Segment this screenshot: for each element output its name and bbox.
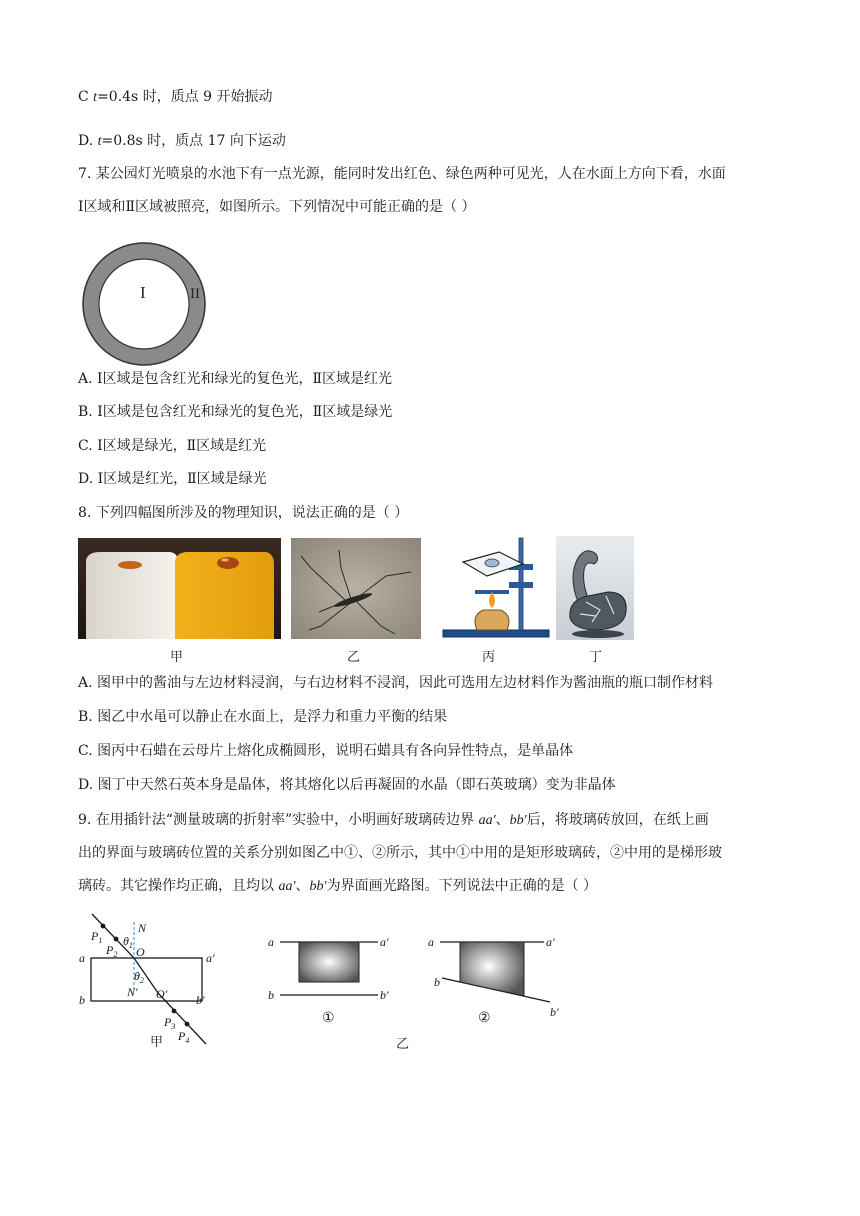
q8-photo-ding bbox=[556, 536, 634, 640]
label-theta1: $\theta_1$ bbox=[123, 934, 133, 950]
label-b-prime: b′ bbox=[196, 993, 205, 1007]
label-a-prime: a′ bbox=[380, 935, 389, 949]
label-a-prime: a′ bbox=[206, 951, 215, 965]
q8-photo-jia bbox=[78, 538, 281, 639]
q8-option-b: B. 图乙中水黾可以静止在水面上，是浮力和重力平衡的结果 bbox=[78, 709, 448, 725]
glass-rectangle bbox=[91, 958, 202, 1001]
q6-option-c: C t=0.4s 时，质点 9 开始振动 bbox=[78, 89, 273, 105]
clamp-lower bbox=[509, 582, 533, 588]
label-o: O bbox=[136, 945, 145, 959]
q7-option-a: A. Ⅰ区域是包含红光和绿光的复色光，Ⅱ区域是红光 bbox=[78, 371, 393, 387]
pin-p4 bbox=[185, 1022, 190, 1027]
pin-p2 bbox=[114, 937, 119, 942]
label-num-2: ② bbox=[478, 1011, 491, 1026]
pin-p1 bbox=[101, 924, 106, 929]
region-i-label: I bbox=[140, 283, 146, 302]
label-b: b bbox=[434, 975, 440, 989]
q8-figure-bing bbox=[437, 534, 555, 640]
label-n-prime: N′ bbox=[127, 985, 138, 999]
label-theta2: $\theta_2$ bbox=[134, 969, 144, 985]
label-b: b bbox=[79, 993, 85, 1007]
label-a: a bbox=[79, 951, 85, 965]
crystal-base bbox=[572, 630, 624, 638]
caption-bing: 丙 bbox=[482, 650, 496, 665]
label-a-prime: a′ bbox=[546, 935, 555, 949]
label-p4: $P_4$ bbox=[178, 1029, 190, 1045]
q9-figure-jia bbox=[72, 908, 222, 1050]
caption-ding: 丁 bbox=[589, 650, 603, 665]
water-surface bbox=[291, 538, 421, 639]
label-num-1: ① bbox=[322, 1011, 335, 1026]
q9-stem-line1: 9. 在用插针法“测量玻璃的折射率”实验中，小明画好玻璃砖边界 aa′、bb′后，将玻璃砖放回，在纸上画 bbox=[78, 812, 709, 828]
q9-figure-yi-2 bbox=[426, 928, 566, 1028]
label-b-prime: b′ bbox=[380, 988, 389, 1002]
soy-drop-bead bbox=[217, 557, 239, 569]
q8-photo-yi bbox=[291, 538, 421, 639]
flame bbox=[489, 592, 495, 608]
q9-stem-line2: 出的界面与玻璃砖位置的关系分别如图乙中①、②所示，其中①中用的是矩形玻璃砖，②中用的是梯形玻 bbox=[78, 845, 722, 861]
pin-p3 bbox=[172, 1009, 177, 1014]
q8-option-c: C. 图丙中石蜡在云母片上熔化成椭圆形，说明石蜡具有各向异性特点，是单晶体 bbox=[78, 743, 574, 759]
label-p1: $P_1$ bbox=[91, 929, 103, 945]
q9-figure-yi-1 bbox=[262, 928, 394, 1028]
q6-option-d: D. t=0.8s 时，质点 17 向下运动 bbox=[78, 133, 286, 149]
glass-brick-trapezoid bbox=[460, 942, 524, 996]
caption-q9-yi: 乙 bbox=[396, 1037, 410, 1052]
wax-ellipse bbox=[485, 559, 499, 567]
soy-drop-spread bbox=[118, 561, 142, 569]
label-n: N bbox=[138, 921, 147, 935]
label-a: a bbox=[428, 935, 434, 949]
stand-base bbox=[443, 630, 549, 637]
inner-circle bbox=[99, 259, 189, 349]
label-b: b bbox=[268, 988, 274, 1002]
q9-stem-line3: 璃砖。其它操作均正确，且均以 aa′、bb′为界面画光路图。下列说法中正确的是（ ） bbox=[78, 878, 598, 894]
bead-highlight bbox=[221, 558, 229, 561]
q8-option-a: A. 图甲中的酱油与左边材料浸润，与右边材料不浸润，因此可选用左边材料作为酱油瓶的瓶口制作材料 bbox=[78, 675, 714, 691]
q7-ring-figure bbox=[80, 240, 210, 370]
caption-yi: 乙 bbox=[347, 650, 361, 665]
q7-stem-line1: 7. 某公园灯光喷泉的水池下有一点光源，能同时发出红色、绿色两种可见光，人在水面上方向下看，水面 bbox=[78, 166, 726, 182]
q8-option-d: D. 图丁中天然石英本身是晶体，将其熔化以后再凝固的水晶（即石英玻璃）变为非晶体 bbox=[78, 777, 616, 793]
alcohol-lamp bbox=[475, 610, 509, 630]
q8-stem: 8. 下列四幅图所涉及的物理知识，说法正确的是（ ） bbox=[78, 505, 409, 521]
glass-brick-rect bbox=[299, 942, 359, 982]
label-p2: $P_2$ bbox=[106, 943, 118, 959]
q7-stem-line2: Ⅰ区域和Ⅱ区域被照亮，如图所示。下列情况中可能正确的是（ ） bbox=[78, 199, 476, 215]
label-b-prime: b′ bbox=[550, 1005, 559, 1019]
region-ii-label: II bbox=[190, 286, 200, 302]
q7-option-d: D. Ⅰ区域是红光，Ⅱ区域是绿光 bbox=[78, 471, 267, 487]
caption-jia: 甲 bbox=[170, 650, 184, 665]
caption-q9-jia: 甲 bbox=[150, 1035, 164, 1050]
label-a: a bbox=[268, 935, 274, 949]
label-p3: $P_3$ bbox=[164, 1015, 176, 1031]
q7-option-b: B. Ⅰ区域是包含红光和绿光的复色光，Ⅱ区域是绿光 bbox=[78, 404, 393, 420]
q7-option-c: C. Ⅰ区域是绿光，Ⅱ区域是红光 bbox=[78, 438, 267, 454]
label-o-prime: O′ bbox=[156, 987, 168, 1001]
